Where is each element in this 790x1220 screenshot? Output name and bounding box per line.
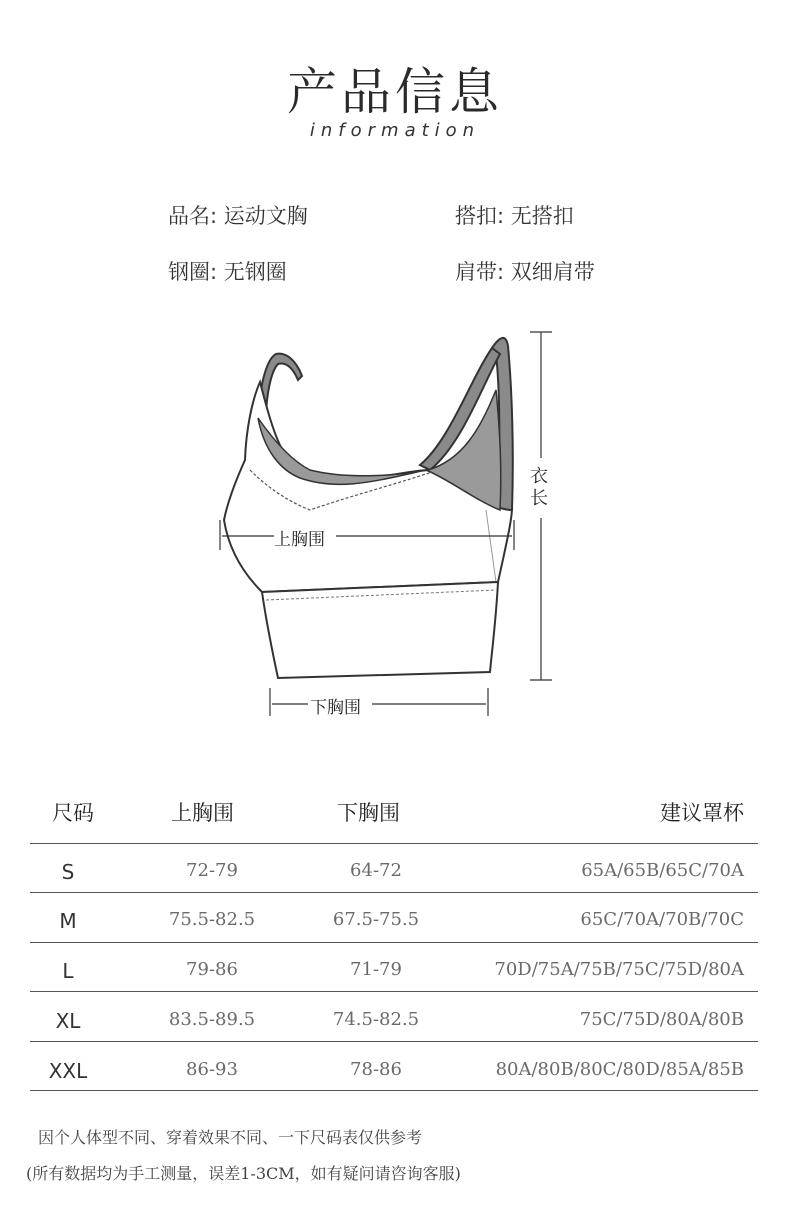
spec-label: 品名: [168,204,218,228]
header-under-chest: 下胸围 [337,801,400,825]
spec-label: 肩带: [455,260,505,284]
sports-bra-diagram [200,320,580,720]
length-label: 衣长 [530,466,548,509]
spec-name [168,200,308,230]
cup-cell: 80A/80B/80C/80D/85A/85B [495,1059,744,1080]
spec-value: 运动文胸 [223,204,308,228]
table-divider [30,991,758,992]
upper-chest-cell: 75.5-82.5 [168,909,256,930]
upper-chest-cell: 86-93 [186,1059,238,1080]
under-chest-cell: 74.5-82.5 [332,1009,420,1030]
note-disclaimer: 因个人体型不同、穿着效果不同、一下尺码表仅供参考 [38,1128,423,1147]
cup-cell: 75C/75D/80A/80B [579,1009,744,1030]
spec-value: 无钢圈 [223,260,287,284]
table-divider [30,1090,758,1091]
header-size: 尺码 [52,801,94,825]
cup-cell: 70D/75A/75B/75C/75D/80A [494,959,744,980]
spec-label: 搭扣: [455,204,505,228]
cup-cell: 65A/65B/65C/70A [581,860,744,881]
size-cell: XL [55,1009,81,1033]
under-chest-cell: 78-86 [350,1059,402,1080]
size-cell: L [62,959,74,983]
under-chest-cell: 64-72 [350,860,402,881]
table-divider [30,1041,758,1042]
size-cell: S [61,860,75,884]
header-upper-chest: 上胸围 [171,801,234,825]
under-chest-label: 下胸围 [310,698,361,718]
table-divider [30,843,758,844]
spec-strap [455,256,595,286]
page-title: 产品信息 [287,63,503,121]
table-divider [30,942,758,943]
under-chest-cell: 67.5-75.5 [332,909,420,930]
spec-clasp [455,200,574,230]
size-cell: M [59,909,77,933]
spec-underwire [168,256,287,286]
spec-label: 钢圈: [168,260,218,284]
cup-cell: 65C/70A/70B/70C [580,909,744,930]
note-measurement: (所有数据均为手工测量，误差1-3CM，如有疑问请咨询客服) [26,1164,461,1183]
under-chest-measure-line [270,688,488,716]
spec-value: 双细肩带 [510,260,595,284]
size-cell: XXL [48,1059,88,1083]
page-subtitle: information [309,120,481,141]
upper-chest-cell: 83.5-89.5 [168,1009,256,1030]
upper-chest-label: 上胸围 [274,530,325,550]
header-cup: 建议罩杯 [660,801,744,825]
upper-chest-cell: 72-79 [186,860,238,881]
upper-chest-cell: 79-86 [186,959,238,980]
under-chest-cell: 71-79 [350,959,402,980]
table-divider [30,892,758,893]
spec-value: 无搭扣 [510,204,574,228]
